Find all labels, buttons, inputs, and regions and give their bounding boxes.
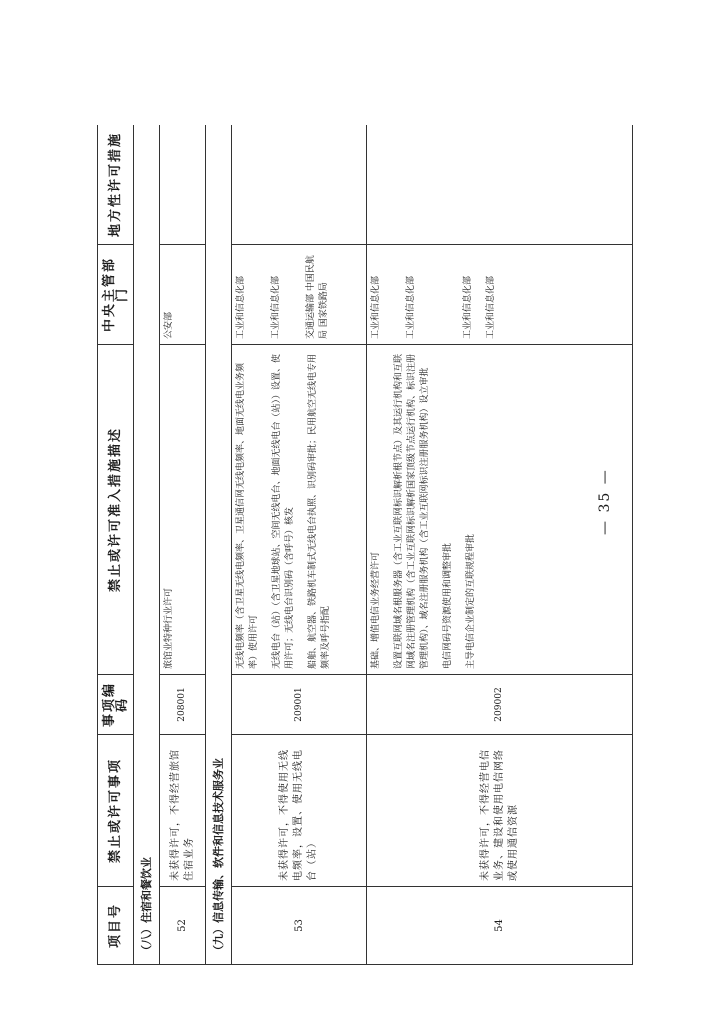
row-local bbox=[367, 125, 633, 245]
page-number: — 35 — bbox=[597, 468, 613, 535]
header-item: 禁止或许可事项 bbox=[98, 735, 134, 887]
row-measures bbox=[160, 345, 206, 675]
row-id: 54 bbox=[367, 887, 633, 965]
measure-text: 电信网码号资源使用和调整审批 bbox=[443, 542, 453, 669]
section-title: （九）信息传输、软件和信息技术服务业 bbox=[206, 125, 232, 965]
dept-text: 交通运输部 中国民航局 国家铁路局 bbox=[306, 255, 329, 339]
row-code: 209001 bbox=[232, 675, 367, 735]
row-item: 未获得许可，不得使用无线电频率，设置、使用无线电台（站） bbox=[232, 735, 367, 887]
measure-text: 旅馆业特种行业许可 bbox=[164, 587, 174, 669]
row-code: 209002 bbox=[367, 675, 633, 735]
measure-text: 基础、增值电信业务经营许可 bbox=[371, 551, 381, 669]
dept-text: 工业和信息化部 bbox=[463, 275, 473, 339]
table-row bbox=[160, 125, 206, 965]
row-item: 未获得许可，不得经营旅馆住宿业务 bbox=[160, 735, 206, 887]
header-local: 地方性许可措施 bbox=[98, 125, 134, 245]
market-access-table bbox=[97, 125, 633, 965]
header-id: 项目号 bbox=[98, 887, 134, 965]
row-depts bbox=[232, 245, 367, 345]
measure-text: 船舶、航空器、铁路机车制式无线电台执照、识别码审批；民用航空无线电专用频率及呼号指配 bbox=[308, 353, 331, 669]
row-measures bbox=[367, 345, 633, 675]
row-code: 208001 bbox=[160, 675, 206, 735]
dept-text: 工业和信息化部 bbox=[406, 275, 416, 339]
table-row bbox=[367, 125, 633, 965]
measure-text: 无线电台（站）（含卫星地球站、空间无线电台、地面无线电台（站））设置、使用许可；无线电台识别码（含呼号）核发 bbox=[272, 353, 295, 669]
row-measures bbox=[232, 345, 367, 675]
section-row bbox=[134, 125, 160, 965]
header-dept: 中央主管部门 bbox=[98, 245, 134, 345]
landscape-table-container bbox=[97, 125, 633, 965]
row-id: 53 bbox=[232, 887, 367, 965]
measure-text: 设置互联网域名根服务器（含工业互联网标识解析根节点）及其运行机构和互联网域名注册管理机构（含工业互联网标识解析国家顶级节点运行机构、标识注册管理机构）、域名注册服务机构（含工业互联网标识注册服务机构）设立审批 bbox=[394, 353, 430, 669]
rotated-page bbox=[97, 125, 633, 965]
dept-text: 工业和信息化部 bbox=[236, 275, 246, 339]
dept-text: 工业和信息化部 bbox=[486, 275, 496, 339]
header-code: 事项编码 bbox=[98, 675, 134, 735]
row-depts bbox=[367, 245, 633, 345]
dept-text: 公安部 bbox=[164, 311, 174, 339]
measure-text: 主导电信企业制定的互联规程审批 bbox=[466, 533, 476, 669]
section-title: （八）住宿和餐饮业 bbox=[134, 125, 160, 965]
header-row bbox=[98, 125, 134, 965]
header-measure: 禁止或许可准入措施描述 bbox=[98, 345, 134, 675]
row-id: 52 bbox=[160, 887, 206, 965]
row-local bbox=[232, 125, 367, 245]
row-depts bbox=[160, 245, 206, 345]
row-item: 未获得许可，不得经营电信业务、建设和使用电信网络或使用通信资源 bbox=[367, 735, 633, 887]
row-local bbox=[160, 125, 206, 245]
table-row bbox=[232, 125, 367, 965]
dept-text: 工业和信息化部 bbox=[371, 275, 381, 339]
dept-text: 工业和信息化部 bbox=[271, 275, 281, 339]
section-row bbox=[206, 125, 232, 965]
measure-text: 无线电频率（含卫星无线电频率、卫星通信网无线电频率、地面无线电业务频率）使用许可 bbox=[236, 362, 259, 669]
